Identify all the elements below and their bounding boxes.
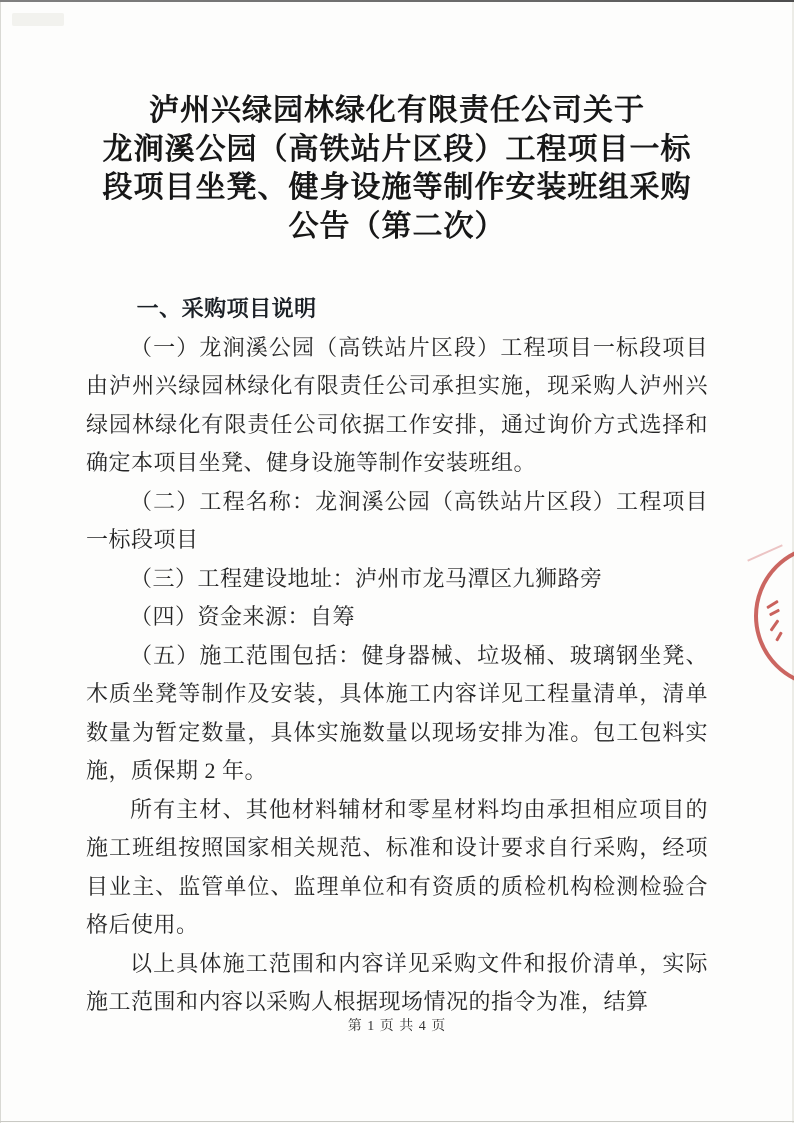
title-line-3: 段项目坐凳、健身设施等制作安装班组采购 (102, 171, 692, 204)
document-body (86, 290, 708, 1022)
paragraph-5: （五）施工范围包括：健身器械、垃圾桶、玻璃钢坐凳、木质坐凳等制作及安装，具体施工内容详见工程量清单，清单数量为暂定数量，具体实施数量以现场安排为准。包工包料实施，质保期 2 年。 (86, 642, 708, 783)
seal-ink-streak (747, 544, 783, 561)
paragraph-4: （四）资金来源：自筹 (130, 604, 356, 629)
title-line-1: 泸州兴绿园林绿化有限责任公司关于 (149, 94, 645, 127)
paragraph-7: 以上具体施工范围和内容详见采购文件和报价清单，实际施工范围和内容以采购人根据现场情况的指令为准，结算 (86, 950, 708, 1014)
scan-edge-top (0, 0, 794, 2)
paragraph-3: （三）工程建设地址：泸州市龙马潭区九狮路旁 (130, 565, 603, 591)
scan-smudge (12, 13, 64, 26)
paragraph-2: （二）工程名称：龙涧溪公园（高铁站片区段）工程项目一标段项目 (86, 488, 708, 552)
scan-edge-left (0, 2, 1, 1123)
section-heading: 一、采购项目说明 (136, 296, 317, 321)
paragraph-6: 所有主材、其他材料辅材和零星材料均由承担相应项目的施工班组按照国家相关规范、标准和设计要求自行采购，经项目业主、监管单位、监理单位和有资质的质检机构检测检验合格后使用。 (86, 796, 708, 937)
title-line-4: 公告（第二次） (288, 209, 506, 243)
page-number: 第 1 页 共 4 页 (347, 1019, 447, 1034)
scan-edge-bottom (0, 1121, 794, 1122)
paragraph-1: （一）龙涧溪公园（高铁站片区段）工程项目一标段项目由泸州兴绿园林绿化有限责任公司承担实施，现采购人泸州兴绿园林绿化有限责任公司依据工作安排，通过询价方式选择和确定本项目坐凳、健身设施等制作安装班组。 (86, 334, 708, 475)
document-title (40, 92, 754, 246)
red-seal-stamp (754, 544, 794, 688)
title-line-2: 龙涧溪公园（高铁站片区段）工程项目一标 (102, 132, 692, 166)
